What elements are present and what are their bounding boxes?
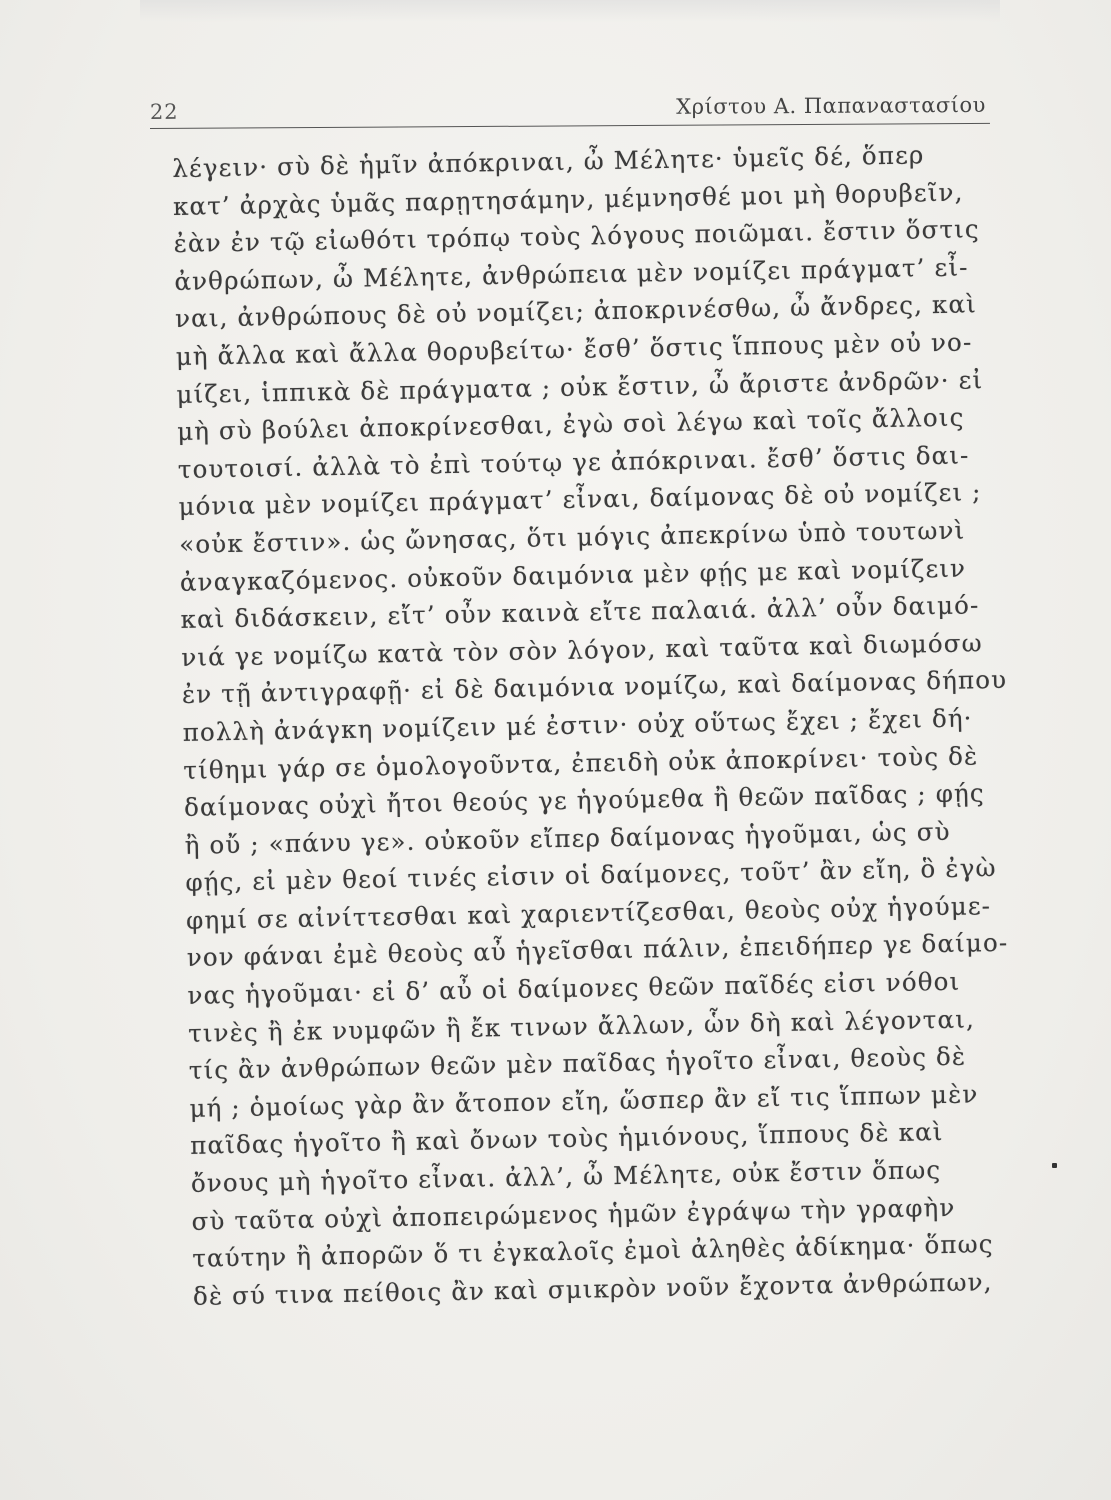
text-line: ταύτην ἢ ἀπορῶν ὅ τι ἐγκαλοῖς ἐμοὶ ἀληθὲς ἀδίκημα· ὅπως: [192, 1229, 994, 1274]
text-line: ναι, ἀνθρώπους δὲ οὐ νομίζει; ἀποκρινέσθω, ὦ ἄνδρες, καὶ: [174, 289, 978, 334]
text-line: νον φάναι ἐμὲ θεοὺς αὖ ἡγεῖσθαι πάλιν, ἐπειδήπερ γε δαίμο-: [186, 928, 1009, 973]
text-line: ὄνους μὴ ἡγοῖτο εἶναι. ἀλλ’, ὦ Μέλητε, οὐκ ἔστιν ὅπως: [190, 1155, 942, 1198]
text-line: ἀνθρώπων, ὦ Μέλητε, ἀνθρώπεια μὲν νομίζει πράγματ’ εἶ-: [174, 252, 969, 296]
text-line: μή ; ὁμοίως γὰρ ἂν ἄτοπον εἴη, ὥσπερ ἂν εἴ τις ἵππων μὲν: [189, 1079, 979, 1123]
text-line: ἀναγκαζόμενος. οὐκοῦν δαιμόνια μὲν φῄς με καὶ νομίζειν: [179, 553, 967, 597]
text-line: μὴ σὺ βούλει ἀποκρίνεσθαι, ἐγὼ σοὶ λέγω καὶ τοῖς ἄλλοις: [176, 402, 965, 447]
page-number: 22: [149, 99, 179, 125]
text-line: δαίμονας οὐχὶ ἤτοι θεούς γε ἡγούμεθα ἢ θεῶν παῖδας ; φῄς: [183, 778, 985, 822]
text-line: τινὲς ἢ ἐκ νυμφῶν ἢ ἔκ τινων ἄλλων, ὧν δὴ καὶ λέγονται,: [187, 1004, 976, 1048]
text-line: δὲ σύ τινα πείθοις ἂν καὶ σμικρὸν νοῦν ἔχοντα ἀνθρώπων,: [192, 1266, 993, 1311]
text-line: φημί σε αἰνίττεσθαι καὶ χαριεντίζεσθαι, θεοὺς οὐχ ἡγούμε-: [185, 890, 992, 935]
text-line: πολλὴ ἀνάγκη νομίζειν μέ ἐστιν· οὐχ οὕτως ἔχει ; ἔχει δή·: [182, 703, 973, 747]
margin-mark: [1052, 1163, 1057, 1168]
text-line: λέγειν· σὺ δὲ ἡμῖν ἀπόκριναι, ὦ Μέλητε· ὑμεῖς δέ, ὅπερ: [172, 140, 925, 183]
page-header: [150, 87, 990, 129]
text-line: παῖδας ἡγοῖτο ἢ καὶ ὄνων τοὺς ἡμιόνους, ἵππους δὲ καὶ: [189, 1117, 944, 1161]
scan-shadow: [140, 0, 1000, 22]
text-line: κατ’ ἀρχὰς ὑμᾶς παρῃτησάμην, μέμνησθέ μοι μὴ θορυβεῖν,: [172, 177, 964, 221]
text-line: ἐὰν ἐν τῷ εἰωθότι τρόπῳ τοὺς λόγους ποιῶμαι. ἔστιν ὅστις: [173, 214, 981, 259]
text-line: νας ἡγοῦμαι· εἰ δ’ αὖ οἱ δαίμονες θεῶν παῖδές εἰσι νόθοι: [187, 966, 961, 1010]
text-line: μὴ ἄλλα καὶ ἄλλα θορυβείτω· ἔσθ’ ὅστις ἵππους μὲν οὐ νο-: [175, 327, 973, 371]
text-line: τουτοισί. ἀλλὰ τὸ ἐπὶ τούτῳ γε ἀπόκριναι. ἔσθ’ ὅστις δαι-: [177, 440, 970, 484]
text-line: ἢ οὔ ; «πάνυ γε». οὐκοῦν εἴπερ δαίμονας ἡγοῦμαι, ὡς σὺ: [184, 816, 951, 860]
text-line: σὺ ταῦτα οὐχὶ ἀποπειρώμενος ἡμῶν ἐγράψω τὴν γραφὴν: [191, 1192, 956, 1236]
text-line: μίζει, ἱππικὰ δὲ πράγματα ; οὐκ ἔστιν, ὦ ἄριστε ἀνδρῶν· εἰ: [176, 364, 984, 409]
text-line: καὶ διδάσκειν, εἴτ’ οὖν καινὰ εἴτε παλαιά. ἀλλ’ οὖν δαιμό-: [180, 590, 980, 635]
text-line: «οὐκ ἔστιν». ὡς ὤνησας, ὅτι μόγις ἀπεκρίνω ὑπὸ τουτωνὶ: [178, 515, 966, 559]
text-line: τίς ἂν ἀνθρώπων θεῶν μὲν παῖδας ἡγοῖτο εἶναι, θεοὺς δὲ: [188, 1041, 967, 1086]
text-line: τίθημι γάρ σε ὁμολογοῦντα, ἐπειδὴ οὐκ ἀποκρίνει· τοὺς δὲ: [183, 740, 979, 785]
text-line: ἐν τῇ ἀντιγραφῇ· εἰ δὲ δαιμόνια νομίζω, καὶ δαίμονας δήπου: [181, 665, 1008, 710]
text-line: νιά γε νομίζω κατὰ τὸν σὸν λόγον, καὶ ταῦτα καὶ διωμόσω: [181, 627, 983, 672]
running-head: Χρίστου Α. Παπαναστασίου: [676, 92, 986, 119]
body-text: [172, 134, 1073, 1315]
text-line: φῄς, εἰ μὲν θεοί τινές εἰσιν οἱ δαίμονες, τοῦτ’ ἂν εἴη, ὃ ἐγὼ: [185, 853, 997, 898]
text-line: μόνια μὲν νομίζει πράγματ’ εἶναι, δαίμονας δὲ οὐ νομίζει ;: [178, 477, 982, 522]
